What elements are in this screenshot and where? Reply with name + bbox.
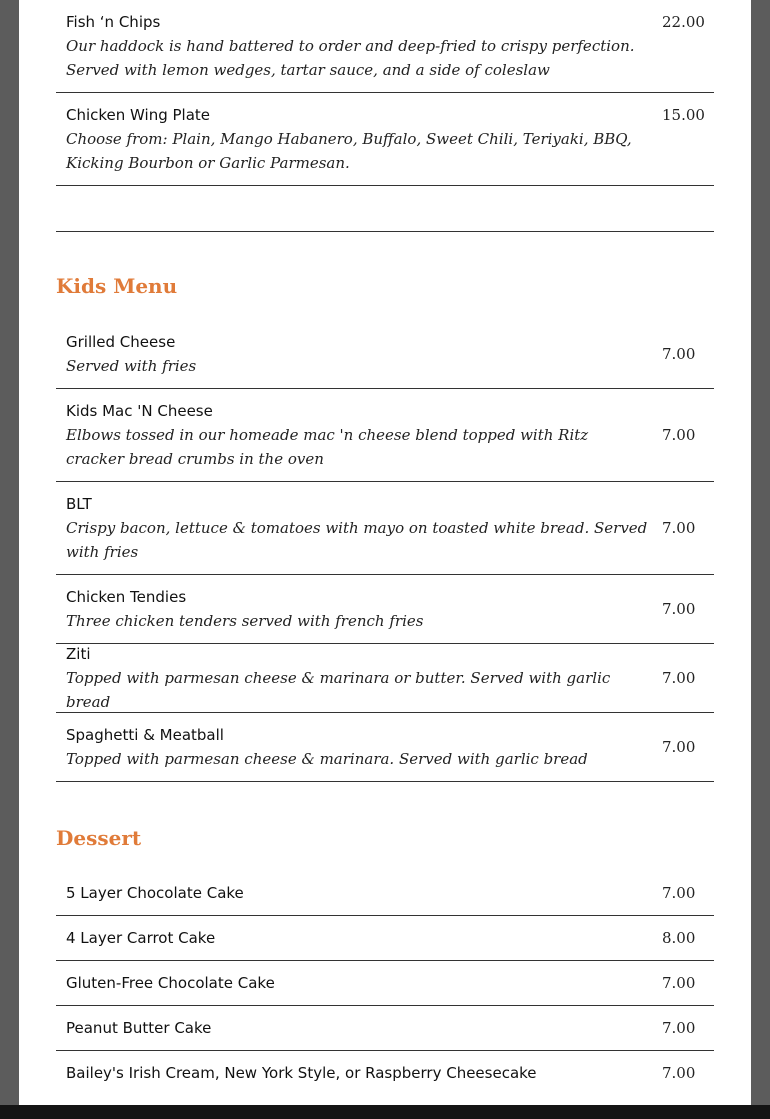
- menu-item-description: Served with fries: [66, 356, 197, 375]
- menu-item-description: Elbows tossed in our homeade mac 'n cheese blend topped with Ritz cracker bread crumbs in the oven: [66, 425, 589, 468]
- dessert-table: [56, 871, 714, 1096]
- menu-page: [19, 0, 751, 1105]
- menu-item-name: Peanut Butter Cake: [66, 1018, 212, 1037]
- menu-item-chicken-wing-plate: [56, 93, 714, 186]
- menu-item-fish-n-chips: [56, 0, 714, 93]
- menu-item-name: Spaghetti & Meatball: [66, 725, 224, 744]
- menu-item-gluten-free-chocolate-cake: [56, 961, 714, 1006]
- menu-item-price: 7.00: [662, 737, 696, 756]
- menu-item-ziti: [56, 644, 714, 713]
- menu-item-name: BLT: [66, 494, 92, 513]
- menu-item-peanut-butter-cake: [56, 1006, 714, 1051]
- menu-item-name: 5 Layer Chocolate Cake: [66, 883, 244, 902]
- menu-item-cheesecake: [56, 1051, 714, 1096]
- menu-item-price: 7.00: [662, 518, 696, 537]
- menu-item-price: 7.00: [662, 883, 696, 902]
- kids-menu-table: [56, 320, 714, 782]
- menu-item-name: Ziti: [66, 644, 91, 663]
- menu-item-price: 7.00: [662, 344, 696, 363]
- menu-item-spaghetti-meatball: [56, 713, 714, 782]
- menu-item-grilled-cheese: [56, 320, 714, 389]
- menu-item-name: Chicken Tendies: [66, 587, 187, 606]
- menu-item-name: Gluten-Free Chocolate Cake: [66, 973, 275, 992]
- menu-item-name: Bailey's Irish Cream, New York Style, or Raspberry Cheesecake: [66, 1064, 537, 1082]
- menu-item-description: Choose from: Plain, Mango Habanero, Buffalo, Sweet Chili, Teriyaki, BBQ, Kicking Bourbon or Garlic Parmesan.: [66, 130, 632, 172]
- menu-item-5-layer-chocolate-cake: [56, 871, 714, 916]
- menu-item-blt: [56, 482, 714, 575]
- empty-row: [56, 186, 714, 232]
- menu-item-name: Grilled Cheese: [66, 332, 176, 351]
- menu-item-price: 22.00: [662, 13, 705, 31]
- menu-item-name: Kids Mac 'N Cheese: [66, 401, 213, 420]
- menu-item-price: 7.00: [662, 1018, 696, 1037]
- menu-item-kids-mac-n-cheese: [56, 389, 714, 482]
- menu-item-price: 15.00: [662, 106, 705, 124]
- menu-item-name: Chicken Wing Plate: [66, 106, 211, 124]
- entrees-table: [56, 0, 714, 232]
- menu-item-price: 7.00: [662, 973, 696, 992]
- section-title-kids: Kids Menu: [56, 274, 178, 298]
- menu-item-4-layer-carrot-cake: [56, 916, 714, 961]
- menu-item-description: Crispy bacon, lettuce & tomatoes with mayo on toasted white bread. Served with fries: [66, 518, 648, 561]
- menu-item-price: 7.00: [662, 1064, 696, 1082]
- bottom-bar: [0, 1105, 770, 1119]
- menu-item-price: 7.00: [662, 425, 696, 444]
- menu-item-chicken-tendies: [56, 575, 714, 644]
- menu-item-price: 8.00: [662, 928, 696, 947]
- menu-item-description: Three chicken tenders served with french fries: [66, 611, 424, 630]
- menu-item-name: Fish ‘n Chips: [66, 13, 161, 31]
- menu-item-name: 4 Layer Carrot Cake: [66, 928, 216, 947]
- menu-item-price: 7.00: [662, 668, 696, 687]
- menu-item-price: 7.00: [662, 599, 696, 618]
- section-title-dessert: Dessert: [56, 826, 142, 850]
- menu-item-description: Topped with parmesan cheese & marinara or butter. Served with garlic bread: [66, 668, 611, 711]
- menu-item-description: Our haddock is hand battered to order and deep-fried to crispy perfection. Served with lemon wedges, tartar sauce, and a side of coleslaw: [66, 37, 635, 79]
- menu-item-description: Topped with parmesan cheese & marinara. Served with garlic bread: [66, 749, 588, 768]
